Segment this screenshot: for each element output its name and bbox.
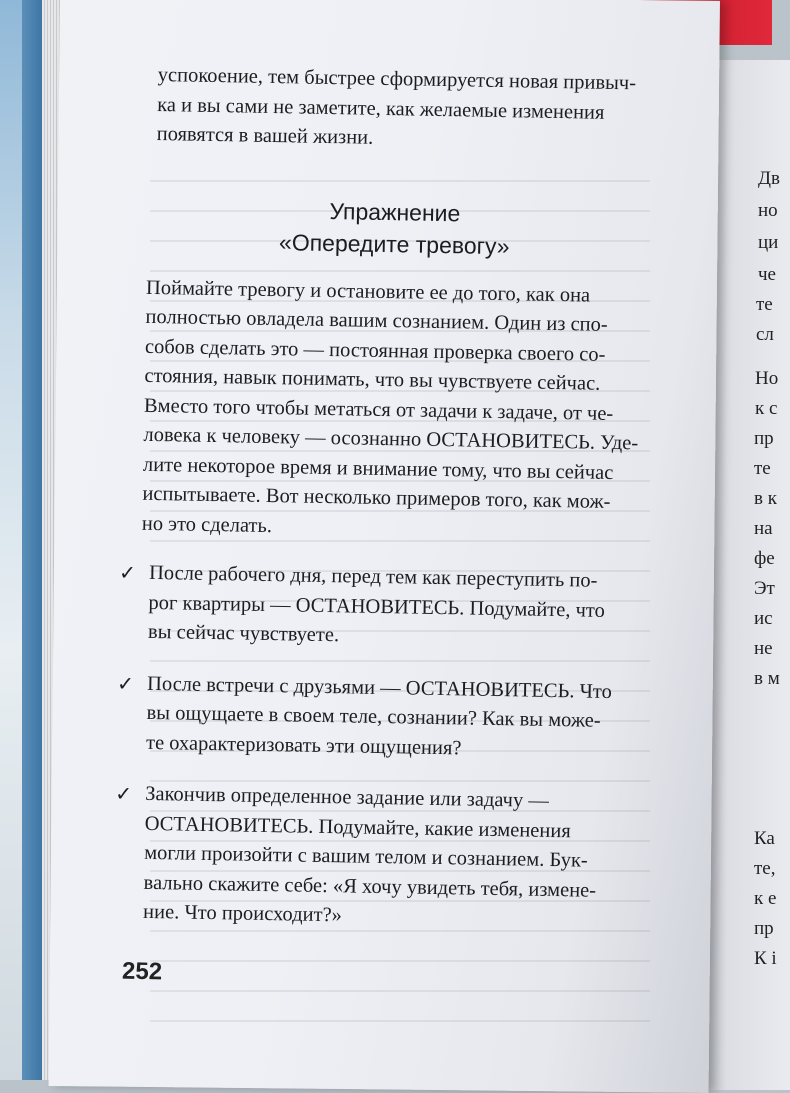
text-line: появятся в вашей жизни.: [156, 123, 374, 149]
text-line: вально скажите себе: «Я хочу увидеть тебя, измене-: [143, 871, 597, 902]
text-line: собов сделать это — постоянная проверка своего со-: [144, 335, 606, 366]
heading-line-1: Упражнение: [329, 197, 461, 226]
exercise-body: [142, 273, 642, 547]
text-line: Вместо того чтобы метаться от задачи к задаче, от че-: [143, 394, 614, 425]
facing-page-fragment: те,: [754, 858, 776, 879]
facing-page-fragment: фе: [754, 548, 775, 569]
facing-page-fragment: те: [756, 294, 773, 315]
checklist-item: [118, 558, 636, 656]
facing-page-fragment: в к: [754, 488, 777, 509]
checklist-item-text: [146, 669, 634, 766]
text-line: рог квартиры — ОСТАНОВИТЕСЬ. Подумайте, что: [148, 591, 606, 622]
text-line: вы ощущаете в своем теле, сознании? Как вы може-: [146, 701, 601, 732]
text-line: полностью овладела вашим сознанием. Один из спо-: [145, 305, 608, 336]
text-line: лите некоторое время и внимание тому, что вы сейчас: [142, 453, 614, 484]
facing-page-fragment: Дв: [758, 168, 780, 189]
text-line: вы сейчас чувствуете.: [147, 620, 340, 647]
text-line: испытываете. Вот несколько примеров того, как мож-: [142, 482, 611, 513]
facing-page-fragment: Но: [755, 368, 779, 389]
facing-page-fragment: в м: [754, 668, 780, 689]
page-number: 252: [121, 957, 163, 986]
facing-page-fragment: ис: [754, 608, 773, 629]
facing-page-fragment: сл: [756, 324, 774, 345]
text-line: успокоение, тем быстрее сформируется новая привыч-: [157, 64, 637, 95]
intro-paragraph: [156, 61, 644, 158]
exercise-heading: [97, 190, 643, 264]
facing-page-fragment: Ка: [754, 828, 775, 849]
checklist-item-text: [148, 559, 636, 656]
text-line: После встречи с друзьями — ОСТАНОВИТЕСЬ. Что: [146, 672, 613, 703]
page-content: [84, 60, 644, 958]
checklist-item-text: [143, 780, 633, 936]
checkmark-icon: ✓: [118, 560, 137, 585]
checklist: [113, 558, 636, 935]
facing-page-fragment: но: [758, 200, 778, 221]
text-line: ка и вы сами не заметите, как желаемые изменения: [157, 93, 605, 124]
checklist-item: [113, 779, 632, 936]
facing-page-fragment: на: [754, 518, 773, 539]
text-line: но это сделать.: [141, 512, 273, 537]
text-line: Поймайте тревогу и остановите ее до того, как она: [145, 276, 591, 307]
facing-page-fragment: те: [754, 458, 771, 479]
facing-page-fragment: ци: [758, 232, 779, 253]
text-line: ОСТАНОВИТЕСЬ. Подумайте, какие изменения: [144, 812, 571, 842]
text-line: ние. Что происходит?»: [142, 900, 343, 927]
text-line: стояния, навык понимать, что вы чувствуете сейчас.: [144, 364, 601, 395]
text-line: Закончив определенное задание или задачу —: [145, 782, 550, 812]
text-line: После рабочего дня, перед тем как переступить по-: [148, 561, 598, 592]
facing-page-fragment: Эт: [754, 578, 775, 599]
text-line: могли произойти с вашим телом и сознанием. Бук-: [143, 841, 588, 872]
facing-page-fragment: пр: [754, 918, 774, 939]
facing-page-fragment: пр: [754, 428, 774, 449]
facing-page-fragment: к с: [755, 398, 778, 419]
facing-page-fragment: не: [754, 638, 773, 659]
facing-page-fragment: к е: [754, 888, 777, 909]
text-line: те охарактеризовать эти ощущения?: [145, 731, 462, 759]
checkmark-icon: ✓: [116, 670, 135, 696]
checkmark-icon: ✓: [114, 781, 133, 806]
facing-page-fragment: че: [758, 264, 776, 285]
heading-line-2: «Опередите тревогу»: [278, 228, 510, 259]
text-line: ловека к человеку — осознанно ОСТАНОВИТЕСЬ. Уде-: [143, 423, 639, 455]
facing-page-fragment: К і: [754, 948, 777, 969]
checklist-item: [116, 669, 634, 767]
